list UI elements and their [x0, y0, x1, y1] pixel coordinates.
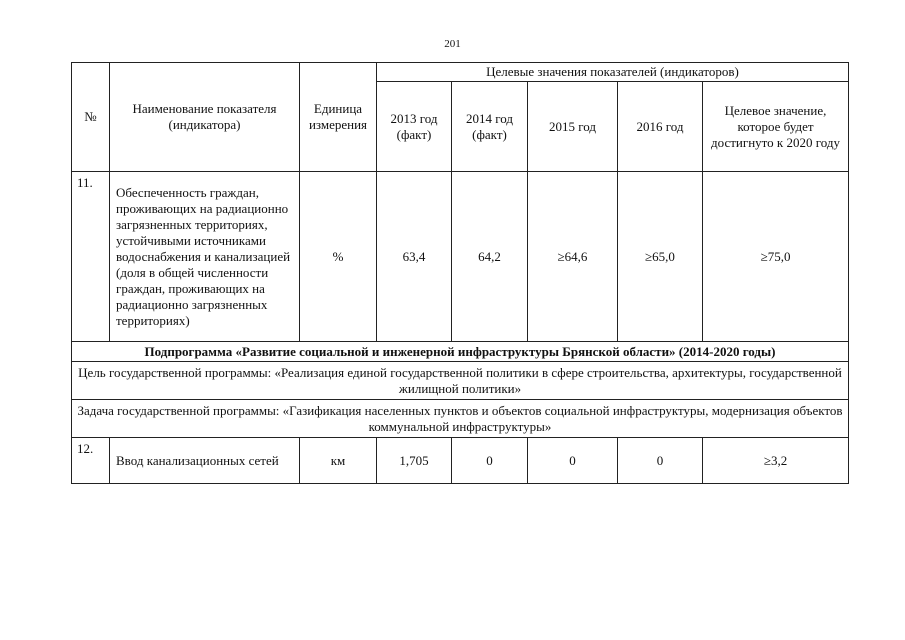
- indicators-table: [71, 62, 849, 484]
- subprogram-title: Подпрограмма «Развитие социальной и инженерной инфраструктуры Брянской области» (2014-2020 годы): [72, 342, 849, 362]
- header-year-2015: 2015 год: [528, 82, 618, 172]
- row-12-2016: 0: [618, 438, 703, 484]
- page-number: 201: [444, 38, 461, 50]
- task-row: [72, 400, 849, 438]
- header-year-2016: 2016 год: [618, 82, 703, 172]
- table-row-12: [72, 438, 849, 484]
- header-year-2013: 2013 год (факт): [377, 82, 452, 172]
- row-12-num: 12.: [72, 438, 110, 484]
- row-12-2014: 0: [452, 438, 528, 484]
- header-target-2020: Целевое значение, которое будет достигнуто к 2020 году: [703, 82, 849, 172]
- row-11-2013: 63,4: [377, 172, 452, 342]
- task-text: Задача государственной программы: «Газификация населенных пунктов и объектов социальной инфраструктуры, модернизация объектов коммунальной инфраструктуры»: [72, 400, 849, 438]
- table-row-11: [72, 172, 849, 342]
- subprogram-row: [72, 342, 849, 362]
- row-12-unit: км: [300, 438, 377, 484]
- row-11-num: 11.: [72, 172, 110, 342]
- row-11-2014: 64,2: [452, 172, 528, 342]
- row-11-2020: ≥75,0: [703, 172, 849, 342]
- header-row-top: [72, 63, 849, 82]
- row-11-2015: ≥64,6: [528, 172, 618, 342]
- row-12-2020: ≥3,2: [703, 438, 849, 484]
- goal-text: Цель государственной программы: «Реализация единой государственной политики в сфере строительства, архитектуры, государственной жилищной политики»: [72, 362, 849, 400]
- row-11-name: Обеспеченность граждан, проживающих на радиационно загрязненных территориях, устойчивыми источниками водоснабжения и канализацией (доля в общей численности граждан, проживающих на радиационно загрязненных территориях): [110, 172, 300, 342]
- goal-row: [72, 362, 849, 400]
- row-12-2013: 1,705: [377, 438, 452, 484]
- row-12-name: Ввод канализационных сетей: [110, 438, 300, 484]
- header-year-2014: 2014 год (факт): [452, 82, 528, 172]
- header-targets: Целевые значения показателей (индикаторов): [377, 63, 849, 82]
- header-unit: Единица измерения: [300, 63, 377, 172]
- row-11-unit: %: [300, 172, 377, 342]
- header-num: №: [72, 63, 110, 172]
- row-11-2016: ≥65,0: [618, 172, 703, 342]
- row-12-2015: 0: [528, 438, 618, 484]
- header-name: Наименование показателя (индикатора): [110, 63, 300, 172]
